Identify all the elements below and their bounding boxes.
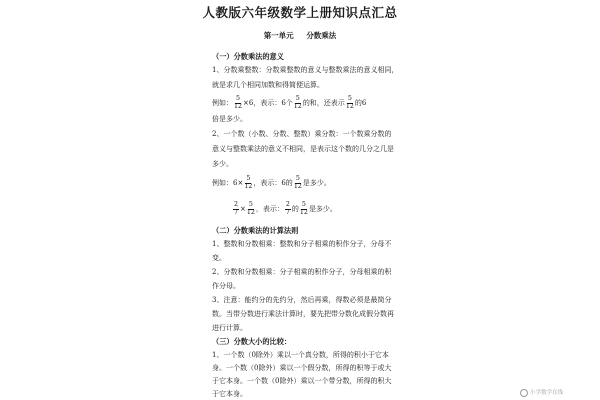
ex2-tail: 是多少。 — [302, 179, 331, 187]
ex1-prefix: 例如： — [212, 99, 233, 107]
s1-example-1-line2: 倍是多少。 — [212, 115, 247, 123]
s1-example-2 — [212, 175, 331, 191]
s3-p1-line2: 身。一个数（0除外）乘以一个假分数，所得的积等于或大 — [212, 364, 392, 372]
ex3-tail: 是多少。 — [308, 205, 337, 213]
watermark — [520, 388, 563, 397]
ex3-op: × — [240, 205, 246, 213]
ex1-mid1: ×6，表示：6个 — [243, 99, 293, 107]
s3-p1-line4: 于它本身。 — [212, 390, 247, 398]
s2-p3-line1: 3、注意：能约分的先约分，然后再乘，得数必须是最简分 — [212, 296, 392, 304]
section-3-heading: （三）分数大小的比较： — [212, 337, 292, 346]
unit-heading — [0, 30, 600, 41]
fraction: $\frac{5}{12}$ — [299, 200, 308, 216]
s3-p1-line3: 于它本身。一个数（0除外）乘以一个带分数，所得的积大 — [212, 377, 392, 385]
ex3-mid: ，表示： — [255, 205, 284, 213]
fraction: $\frac{2}{7}$ — [234, 200, 239, 216]
unit-number: 第一单元 — [263, 31, 294, 40]
ex3-of: 的 — [291, 205, 299, 213]
s1-p2-line3: 多少。 — [212, 160, 233, 168]
watermark-text: 小学数学在线 — [530, 390, 564, 396]
section-2-heading: （二）分数乘法的计算法则 — [212, 226, 299, 235]
s1-p1-line2: 就是求几个相同加数和得简便运算。 — [212, 81, 324, 89]
fraction: $\frac{5}{12}$ — [293, 94, 302, 110]
s2-p3-line2: 数。当带分数进行乘法计算时，要先把带分数化成假分数再 — [212, 310, 394, 318]
s1-p1-line1: 1、分数乘整数：分数乘整数的意义与整数乘法的意义相同， — [212, 66, 399, 74]
s1-example-1 — [212, 95, 366, 111]
ex1-tail: 的6 — [354, 99, 367, 107]
fraction: $\frac{5}{12}$ — [246, 200, 255, 216]
fraction: $\frac{5}{12}$ — [244, 174, 253, 190]
fraction: $\frac{5}{12}$ — [293, 174, 302, 190]
s2-p2-line1: 2、分数和分数相乘：分子相乘的积作分子，分母相乘的积 — [212, 268, 392, 276]
ex2-prefix: 例如：6× — [212, 179, 244, 187]
s1-p2-line1: 2、一个数（小数、分数、整数）乘分数：一个数乘分数的 — [212, 130, 392, 138]
s2-p3-line3: 进行计算。 — [212, 324, 247, 332]
s2-p1-line1: 1、整数和分数相乘：整数和分子相乘的积作分子，分母不 — [212, 240, 392, 248]
s2-p1-line2: 变。 — [212, 254, 226, 262]
document-title: 人教版六年级数学上册知识点汇总 — [202, 5, 398, 20]
s2-p2-line2: 作分母。 — [212, 282, 240, 290]
fraction: $\frac{5}{12}$ — [345, 94, 354, 110]
fraction: $\frac{2}{7}$ — [285, 200, 290, 216]
section-1-heading: （一）分数乘法的意义 — [212, 52, 284, 61]
unit-name: 分数乘法 — [306, 31, 337, 40]
s3-p1-line1: 1、一个数（0除外）乘以一个真分数，所得的积小于它本 — [212, 351, 389, 359]
ex2-mid: ，表示：6的 — [253, 179, 293, 187]
wechat-icon — [520, 389, 528, 397]
s1-p2-line2: 意义与整数乘法的意义不相同，是表示这个数的几分之几是 — [212, 145, 394, 153]
s1-example-3 — [232, 201, 337, 217]
ex1-mid2: 的和，还表示 — [302, 99, 345, 107]
fraction: $\frac{5}{12}$ — [234, 94, 243, 110]
